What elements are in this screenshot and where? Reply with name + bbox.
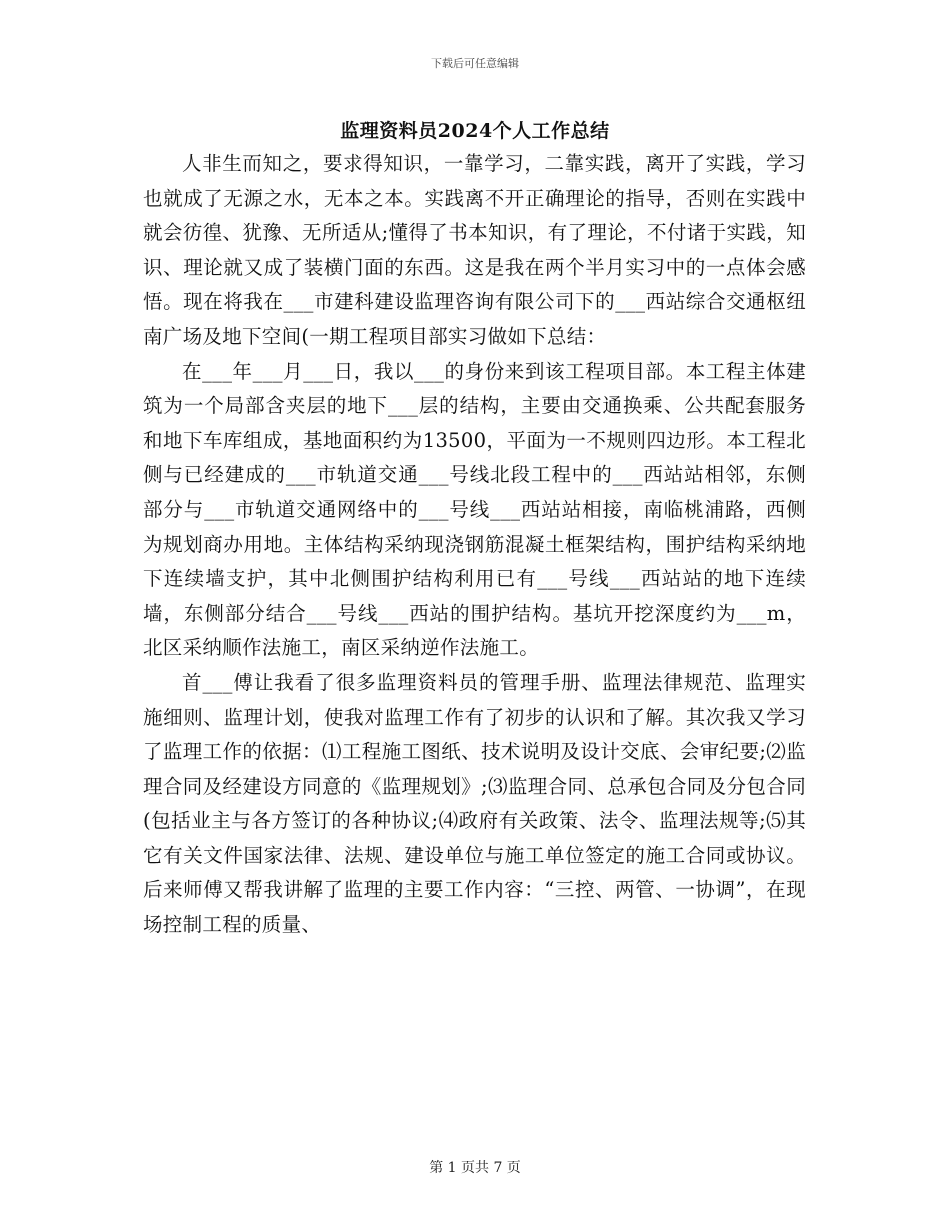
document-body bbox=[143, 147, 806, 943]
page-header: 下载后可任意编辑 bbox=[431, 57, 519, 70]
document-title: 监理资料员2024个人工作总结 bbox=[340, 120, 610, 142]
page-footer: 第 1 页共 7 页 bbox=[429, 1160, 521, 1176]
paragraph-3: 首___傅让我看了很多监理资料员的管理手册、监理法律规范、监理实施细则、监理计划，使我对监理工作有了初步的认识和了解。其次我又学习了监理工作的依据：⑴工程施工图纸、技术说明及设计交底、会审纪要;⑵监理合同及经建设方同意的《监理规划》;⑶监理合同、总承包合同及分包合同(包括业主与各方签订的各种协议;⑷政府有关政策、法令、监理法规等;⑸其它有关文件国家法律、法规、建设单位与施工单位签定的施工合同或协议。后来师傅又帮我讲解了监理的主要工作内容：“三控、两管、一协调”，在现场控制工程的质量、 bbox=[143, 670, 806, 937]
paragraph-2: 在___年___月___日，我以___的身份来到该工程项目部。本工程主体建筑为一个局部含夹层的地下___层的结构，主要由交通换乘、公共配套服务和地下车库组成，基地面积约为13500，平面为一不规则四边形。本工程北侧与已经建成的___市轨道交通___号线北段工程中的___西站站相邻，东侧部分与___市轨道交通网络中的___号线___西站站相接，南临桃浦路，西侧为规划商办用地。主体结构采纳现浇钢筋混凝土框架结构，围护结构采纳地下连续墙支护，其中北侧围护结构利用已有___号线___西站站的地下连续墙，东侧部分结合___号线___西站的围护结构。基坑开挖深度约为___m，北区采纳顺作法施工，南区采纳逆作法施工。 bbox=[143, 359, 806, 660]
paragraph-1: 人非生而知之，要求得知识，一靠学习，二靠实践，离开了实践，学习也就成了无源之水，无本之本。实践离不开正确理论的指导，否则在实践中就会彷徨、犹豫、无所适从;懂得了书本知识，有了理论，不付诸于实践，知识、理论就又成了装横门面的东西。这是我在两个半月实习中的一点体会感悟。现在将我在___市建科建设监理咨询有限公司下的___西站综合交通枢纽南广场及地下空间(一期工程项目部实习做如下总结： bbox=[143, 152, 806, 348]
